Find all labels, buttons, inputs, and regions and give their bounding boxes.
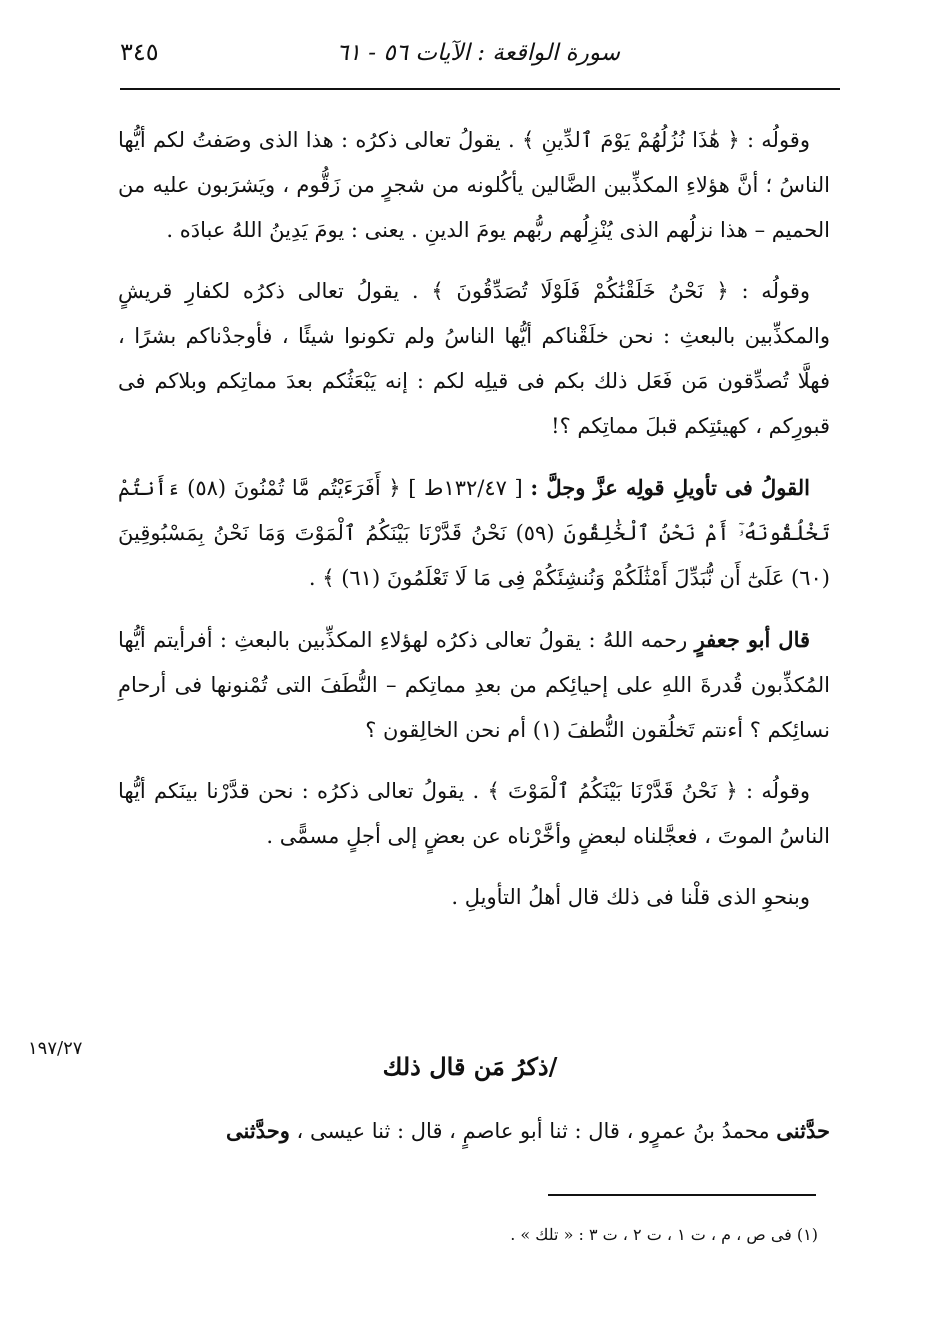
isnad-tail: وحدَّثنى bbox=[226, 1118, 290, 1143]
header-rule bbox=[120, 88, 840, 90]
paragraph-2-text: وقولُه : ﴿ نَحْنُ خَلَقْنَٰكُمْ فَلَوْلَا تُصَدِّقُونَ ﴾ . يقولُ تعالى ذكرُه لكفارِ قريشٍ والمكذِّبين بالبعثِ : نحن خلَقْناكم أيُّها الناسُ ولم تكونوا شيئًا ، فأوجدْناكم بشرًا ، فهلَّا تُصدِّقون مَن فَعَل ذلك بكم فى قيلِه لكم : إنه يَبْعَثُكم بعدَ مماتِكم وبلاكم فى قبورِكم ، كهيئتِكم قبلَ مماتِكم ؟! bbox=[118, 279, 830, 438]
paragraph-3 bbox=[118, 465, 830, 601]
footnote: (١) فى ص ، م ، ت ١ ، ت ٢ ، ت ٣ : « تلك » . bbox=[510, 1225, 818, 1244]
paragraph-3-lead: القولُ فى تأويلِ قولِه عزَّ وجلَّ : bbox=[530, 475, 810, 500]
paragraph-5-text: وقولُه : ﴿ نَحْنُ قَدَّرْنَا بَيْنَكُمُ ٱلْمَوْتَ ﴾ . يقولُ تعالى ذكرُه : نحن قدَّرْنا بينَكم أيُّها الناسُ الموتَ ، فعجَّلناه لبعضٍ وأخَّرْناه عن بعضٍ إلى أجلٍ مسمًّى . bbox=[118, 779, 830, 848]
paragraph-4 bbox=[118, 617, 830, 753]
section-heading: /ذكرُ مَن قال ذلك bbox=[382, 1052, 558, 1081]
paragraph-1 bbox=[118, 118, 830, 253]
paragraph-4-lead: قال أبو جعفرٍ bbox=[694, 627, 811, 652]
paragraph-3-verses: [ ١٣٢/٤٧ط ] ﴿ أَفَرَءَيْتُم مَّا تُمْنُونَ (٥٨) ءَأَنتُمْ تَخْلُقُونَهُۥٓ أَمْ نَحْنُ ٱلْخَٰلِقُونَ (٥٩) نَحْنُ قَدَّرْنَا بَيْنَكُمُ ٱلْمَوْتَ وَمَا نَحْنُ بِمَسْبُوقِينَ (٦٠) عَلَىٰٓ أَن نُّبَدِّلَ أَمْثَٰلَكُمْ وَنُنشِئَكُمْ فِى مَا لَا تَعْلَمُونَ (٦١) ﴾ . bbox=[118, 476, 831, 590]
paragraph-1-text: وقولُه : ﴿ هَٰذَا نُزُلُهُمْ يَوْمَ ٱلدِّينِ ﴾ . يقولُ تعالى ذكرُه : هذا الذى وصَفتُ لكم أيُّها الناسُ ؛ أنَّ هؤلاءِ المكذِّبين الضَّالين يأكُلونه من شجرٍ من زَقُّوم ، ويَشرَبون عليه من الحميم – هذا نزلُهم الذى يُنْزِلُهم ربُّهم يومَ الدينِ . يعنى : يومَ يَدِينُ اللهُ عبادَه . bbox=[118, 128, 830, 242]
isnad-line bbox=[118, 1118, 830, 1143]
footnote-rule bbox=[548, 1194, 816, 1196]
paragraph-5 bbox=[118, 769, 830, 859]
main-text bbox=[118, 118, 830, 936]
paragraph-6-text: وبنحوِ الذى قلْنا فى ذلك قال أهلُ التأويلِ . bbox=[451, 885, 810, 909]
paragraph-2 bbox=[118, 269, 830, 449]
margin-reference: ١٩٧/٢٧ bbox=[28, 1038, 83, 1059]
running-header-title: سورة الواقعة : الآيات ٥٦ - ٦١ bbox=[336, 40, 620, 66]
isnad-lead: حدَّثنى bbox=[776, 1118, 830, 1143]
isnad-text: محمدُ بنُ عمرٍو ، قال : ثنا أبو عاصمٍ ، قال : ثنا عيسى ، bbox=[296, 1119, 770, 1143]
paragraph-6 bbox=[118, 875, 830, 920]
paragraph-4-text: رحمه اللهُ : يقولُ تعالى ذكرُه لهؤلاءِ المكذِّبين بالبعثِ : أفرأيتم أيُّها المُكذِّبون قُدرةَ اللهِ على إحيائِكم من بعدِ مماتِكم – النُّطَفَ التى تُمْنونها فى أرحامِ نسائِكم ؟ أءنتم تَخلُقون النُّطفَ (١) أم نحن الخالِقون ؟ bbox=[118, 628, 830, 742]
page-number: ٣٤٥ bbox=[120, 38, 159, 66]
